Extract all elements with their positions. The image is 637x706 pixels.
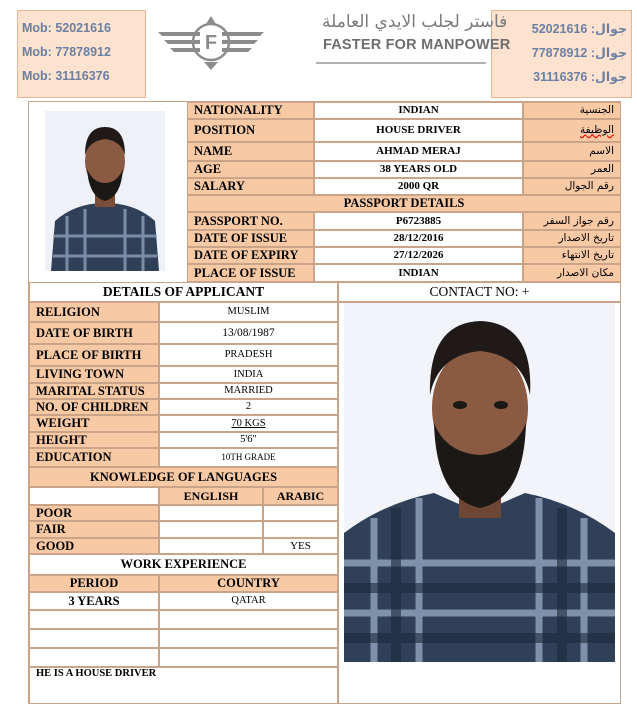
header-underline xyxy=(316,62,486,64)
date-of-birth-label: DATE OF BIRTH xyxy=(29,322,159,344)
no-of-children-value: 2 xyxy=(159,399,338,415)
left-mobile-2: Mob: 77878912 xyxy=(22,45,111,59)
nationality-value: INDIAN xyxy=(314,102,523,119)
good-arabic: YES xyxy=(263,538,338,554)
languages-col-english: ENGLISH xyxy=(159,487,263,505)
height-value: 5'6" xyxy=(159,432,338,448)
work-country-1: QATAR xyxy=(159,592,338,610)
company-name-english: FASTER FOR MANPOWER xyxy=(323,37,511,53)
right-mobile-1: 52021616 :جوال xyxy=(531,22,627,36)
work-row-empty xyxy=(159,629,338,648)
position-label: POSITION xyxy=(187,119,314,142)
religion-label: RELIGION xyxy=(29,302,159,322)
height-label: HEIGHT xyxy=(29,432,159,448)
passport-no-label: PASSPORT NO. xyxy=(187,212,314,230)
work-row-empty xyxy=(29,610,159,629)
living-town-label: LIVING TOWN xyxy=(29,366,159,383)
education-value: 10TH GRADE xyxy=(159,448,338,467)
languages-title: KNOWLEDGE OF LANGUAGES xyxy=(29,467,338,487)
passport-photo xyxy=(45,111,165,271)
details-of-applicant-title: DETAILS OF APPLICANT xyxy=(29,282,338,302)
weight-label: WEIGHT xyxy=(29,415,159,432)
place-of-issue-label: PLACE OF ISSUE xyxy=(187,264,314,282)
marital-status-label: MARITAL STATUS xyxy=(29,383,159,399)
position-value: HOUSE DRIVER xyxy=(314,119,523,142)
contact-number: CONTACT NO: + xyxy=(338,282,621,302)
position-label-ar: الوظيفة xyxy=(523,119,621,142)
full-photo xyxy=(344,303,615,662)
work-row-empty xyxy=(29,629,159,648)
company-name-arabic: فاستر لجلب الايدي العاملة xyxy=(322,12,508,32)
date-of-expiry-label: DATE OF EXPIRY xyxy=(187,247,314,264)
right-mobile-3: 31116376 :جوال xyxy=(533,70,627,84)
age-label: AGE xyxy=(187,161,314,178)
language-level-good: GOOD xyxy=(29,538,159,554)
education-label: EDUCATION xyxy=(29,448,159,467)
date-of-issue-label-ar: تاريخ الاصدار xyxy=(523,230,621,247)
place-of-issue-label-ar: مكان الاصدار xyxy=(523,264,621,282)
age-value: 38 YEARS OLD xyxy=(314,161,523,178)
work-row-empty xyxy=(29,648,159,667)
fair-arabic xyxy=(263,521,338,538)
date-of-expiry-value: 27/12/2026 xyxy=(314,247,523,264)
place-of-birth-label: PLACE OF BIRTH xyxy=(29,344,159,366)
passport-no-value: P6723885 xyxy=(314,212,523,230)
no-of-children-label: NO. OF CHILDREN xyxy=(29,399,159,415)
age-label-ar: العمر xyxy=(523,161,621,178)
work-col-country: COUNTRY xyxy=(159,575,338,592)
languages-header-blank xyxy=(29,487,159,505)
work-row-empty xyxy=(159,610,338,629)
work-row-empty xyxy=(159,648,338,667)
marital-status-value: MARRIED xyxy=(159,383,338,399)
fair-english xyxy=(159,521,263,538)
language-level-fair: FAIR xyxy=(29,521,159,538)
living-town-value: INDIA xyxy=(159,366,338,383)
religion-value: MUSLIM xyxy=(159,302,338,322)
languages-col-arabic: ARABIC xyxy=(263,487,338,505)
weight-value: 70 KGS xyxy=(159,415,338,432)
work-period-1: 3 YEARS xyxy=(29,592,159,610)
passport-no-label-ar: رقم جواز السفر xyxy=(523,212,621,230)
work-col-period: PERIOD xyxy=(29,575,159,592)
salary-value: 2000 QR xyxy=(314,178,523,195)
good-english xyxy=(159,538,263,554)
name-label: NAME xyxy=(187,142,314,161)
name-value: AHMAD MERAJ xyxy=(314,142,523,161)
remarks-text: HE IS A HOUSE DRIVER xyxy=(36,668,157,679)
salary-label-ar: رقم الجوال xyxy=(523,178,621,195)
date-of-expiry-label-ar: تاريخ الانتهاء xyxy=(523,247,621,264)
svg-text:F: F xyxy=(204,32,218,54)
poor-english xyxy=(159,505,263,521)
left-mobile-1: Mob: 52021616 xyxy=(22,21,111,35)
language-level-poor: POOR xyxy=(29,505,159,521)
place-of-birth-value: PRADESH xyxy=(159,344,338,366)
date-of-birth-value: 13/08/1987 xyxy=(159,322,338,344)
salary-label: SALARY xyxy=(187,178,314,195)
right-mobile-2: 77878912 :جوال xyxy=(531,46,627,60)
passport-details-title: PASSPORT DETAILS xyxy=(187,195,621,212)
left-mobile-3: Mob: 31116376 xyxy=(22,69,110,83)
name-label-ar: الاسم xyxy=(523,142,621,161)
nationality-label: NATIONALITY xyxy=(187,102,314,119)
poor-arabic xyxy=(263,505,338,521)
date-of-issue-label: DATE OF ISSUE xyxy=(187,230,314,247)
company-logo-icon xyxy=(156,12,266,74)
place-of-issue-value: INDIAN xyxy=(314,264,523,282)
date-of-issue-value: 28/12/2016 xyxy=(314,230,523,247)
nationality-label-ar: الجنسية xyxy=(523,102,621,119)
work-experience-title: WORK EXPERIENCE xyxy=(29,554,338,575)
